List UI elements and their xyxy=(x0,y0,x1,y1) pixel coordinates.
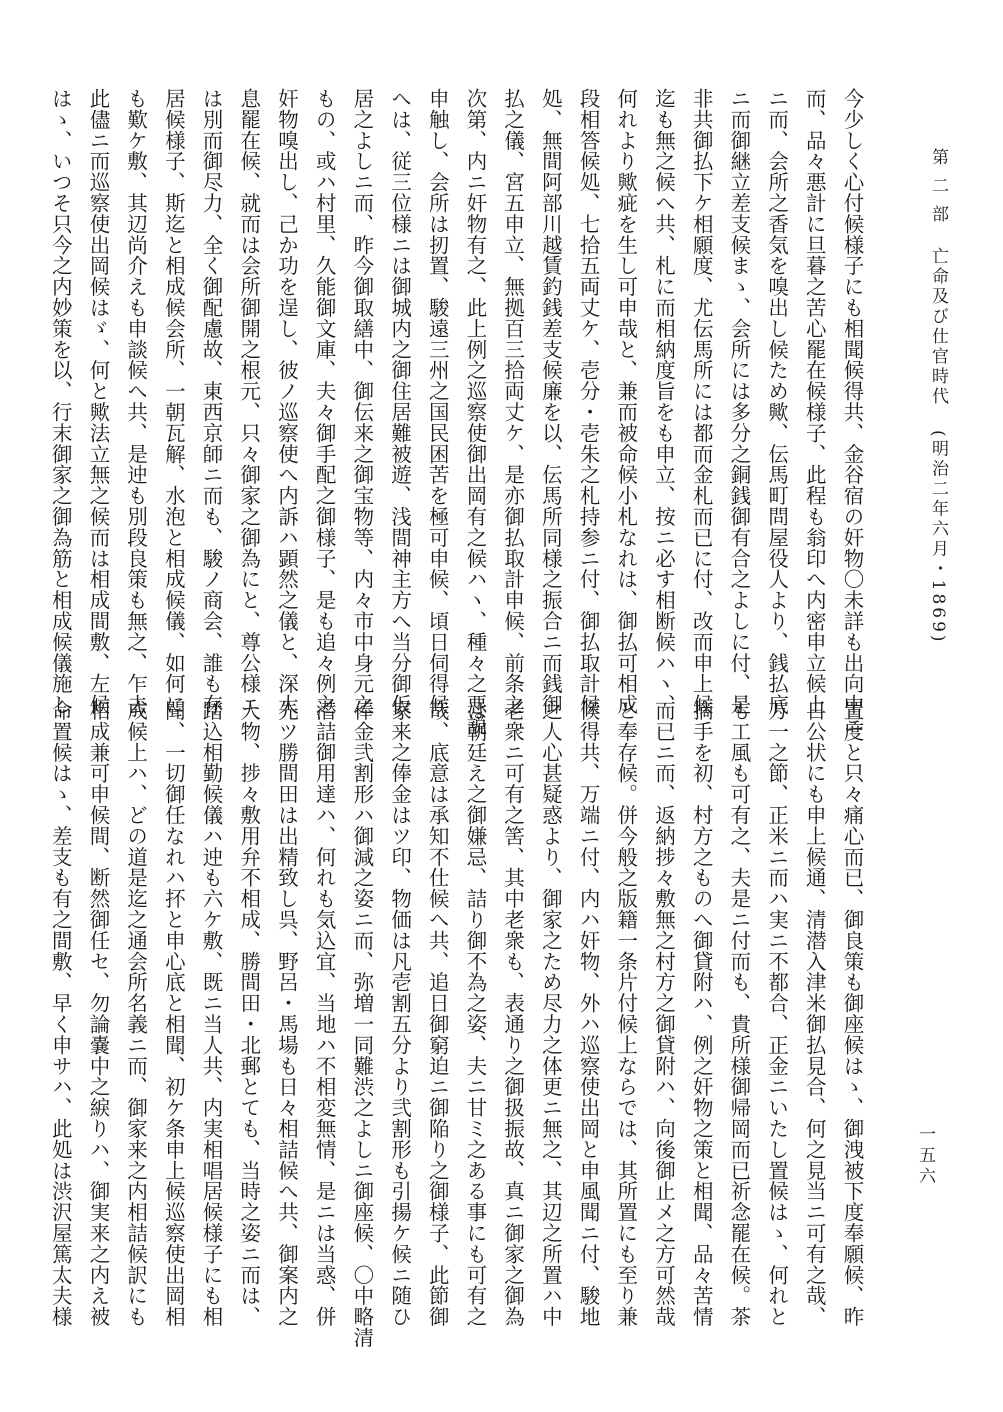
text-column: ニ而、会所之香気を嗅出し候ため歟、伝馬町問屋役人より、銭払底 xyxy=(764,88,789,715)
text-column: は朝廷え之御嫌忌、詰り御不為之姿、夫ニ甘ミ之ある事にも可有之 xyxy=(462,700,487,1327)
text-column: 潜詰御用達ハ、何れも気込宜、当地ハ不相変無情、是ニは当惑、併 xyxy=(312,700,337,1327)
text-column: 申触し、会所は扨置、駿遠三州之国民困苦を極可申候、頃日伺得候 xyxy=(425,88,450,715)
text-column: 相成兼可申候間、断然御任セ、勿論嚢中之綟りハ、御実来之内え被 xyxy=(85,700,110,1327)
text-column: 次第、内ニ奸物有之、此上例之巡察使御出岡有之候ハヽ、種々之悪説 xyxy=(462,88,487,736)
text-column: は別而御尽力、全く御配慮故、東西京師ニ而も、駿ノ商会、誰も存 xyxy=(199,88,224,715)
text-column: 哉、底意は承知不仕候へ共、追日御窮迫ニ御陥り之御様子、此節御 xyxy=(425,700,450,1327)
text-column: 奸物嗅出し、己か功を逞し、彼ノ巡察使へ内訴ハ顕然之儀と、深大 xyxy=(274,88,299,715)
text-column: 迄も無之候へ共、札に而相納度旨をも申立、按ニ必す相断候ハヽ、 xyxy=(651,88,676,715)
text-column: 候得共、万端ニ付、内ハ奸物、外ハ巡察使出岡と申風聞ニ付、駿地 xyxy=(576,700,601,1327)
running-head-date: (明治二年六月・1869) xyxy=(928,429,948,645)
text-column: ニ而御継立差支候まゝ、会所には多分之銅銭御有合之よしに付、是 xyxy=(726,88,751,715)
text-column: 成候上ハ、どの道是迄之通会所名義ニ而、御家来之内相詰候訳にも xyxy=(123,700,148,1327)
running-head xyxy=(893,148,953,648)
text-column: 先ツ勝間田は出精致し呉、野呂・馬場も日々相詰候へ共、御案内之 xyxy=(274,700,299,1327)
text-column: 而、品々悪計に旦暮之苦心罷在候様子、此程も翁印へ内密申立候上 xyxy=(802,88,827,715)
text-column: 命置候はゝ、差支も有之間敷、早く申サハ、此処は渋沢屋篤太夫様 xyxy=(48,700,73,1327)
text-column: 人物、捗々敷用弁不相成、勝間田・北郵とても、当時之姿ニ而は、 xyxy=(236,700,261,1327)
text-column: 段相答候処、七拾五両丈ケ、壱分・壱朱之札持参ニ付、御払取計候 xyxy=(576,88,601,715)
text-column: 非共御払下ケ相願度、尤伝馬所には都而金札而已に付、改而申上候 xyxy=(689,88,714,715)
text-column: 而已ニ而、返納捗々敷無之村方之御貸附ハ、向後御止メ之方可然哉 xyxy=(651,700,676,1327)
text-column: 老衆ニ可有之筈、其中老衆も、表通り之御扱振故、真ニ御家之御為 xyxy=(500,700,525,1327)
text-column: 日公状にも申上候通、清潜入津米御払見合、何之見当ニ可有之哉、 xyxy=(802,700,827,1327)
text-column: 此儘ニ而巡察使出岡候はゞ、何と歟法立無之候而は相成間敷、左候 xyxy=(85,88,110,715)
running-head-part: 第 二 部 xyxy=(928,148,948,225)
text-column: 処、無間阿部川越賃釣銭差支候廉を以、伝馬所同様之振合ニ而銭御 xyxy=(538,88,563,715)
text-column: 俸金弐割形ハ御減之姿ニ而、弥増一同難渋之よしニ御座候、〇中略清 xyxy=(349,700,374,1348)
text-column: 居之よしニ而、昨今御取繕中、御伝来之御宝物等、内々市中身元之 xyxy=(349,88,374,715)
page-number: 一五六 xyxy=(915,1125,935,1188)
text-column: 踏込相勤候儀ハ迚も六ケ敷、既ニ当人共、内実相唱居候様子にも相 xyxy=(199,700,224,1327)
text-column: もの、或ハ村里、久能御文庫、夫々御手配之御様子、是も追々例之 xyxy=(312,88,337,715)
text-column: 家来之俸金はツ印、物価は凡壱割五分より弐割形も引揚ケ候ニ随ひ xyxy=(387,700,412,1327)
text-column: 息罷在候、就而は会所御開之根元、只々御家之御為にと、尊公様ニ xyxy=(236,88,261,715)
text-column: 置度と只々痛心而已、御良策も御座候はゝ、御洩被下度奉願候、昨 xyxy=(840,700,864,1327)
text-column: と奉存候。併今般之版籍一条片付候上ならでは、其所置にも至り兼 xyxy=(613,700,638,1327)
text-column: 居候様子、斯迄と相成候会所、一朝瓦解、水泡と相成候儀、如何に xyxy=(161,88,186,715)
text-column: も歎ケ敷、其辺尚介えも申談候へ共、是迚も別段良策も無之、乍去 xyxy=(123,88,148,715)
text-column: 摘手を初、村方之ものへ御貸附ハ、例之奸物之策と相聞、品々苦情 xyxy=(689,700,714,1327)
text-column: 何れより歟疵を生し可申哉と、兼而被命候小札なれは、御払可相成 xyxy=(613,88,638,715)
running-head-title: 亡命及び仕官時代 xyxy=(928,247,948,408)
text-column: 之人心甚疑惑より、御家之ため尽力之体更ニ無之、其辺之所置ハ中 xyxy=(538,700,563,1327)
text-column: 今少しく心付候様子にも相聞候得共、金谷宿の奸物〇未詳も出向中ニ xyxy=(840,88,864,736)
text-column: も工風も可有之、夫是ニ付而も、貴所様御帰岡而已祈念罷在候。茶 xyxy=(726,700,751,1327)
text-column: 払之儀、宮五申立、無拠百三拾両丈ケ、是亦御払取計申候、前条之 xyxy=(500,88,525,715)
text-column: はゝ、いつそ只今之内妙策を以、行末御家之御為筋と相成候儀施し xyxy=(48,88,73,715)
lower-text-block xyxy=(48,700,870,1348)
text-column: 万一之節、正米ニ而ハ実ニ不都合、正金ニいたし置候はゝ、何れと xyxy=(764,700,789,1327)
text-column: 聞、一切御任なれハ抔と申心底と相聞、初ケ条申上候巡察使出岡相 xyxy=(161,700,186,1327)
text-column: へは、従三位様ニは御城内之御住居難被遊、浅間神主方へ当分御仮 xyxy=(387,88,412,715)
upper-text-block xyxy=(48,88,870,736)
